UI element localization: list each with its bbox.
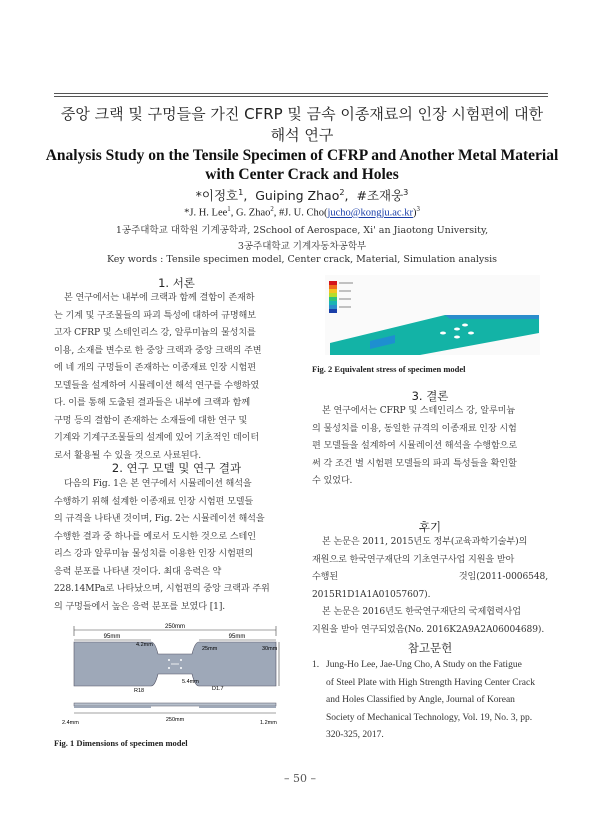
section-heading-ack: 후기 bbox=[418, 520, 442, 534]
dim-radius: R18 bbox=[134, 688, 145, 694]
dim-total-bottom: 250mm bbox=[165, 717, 185, 723]
dim-inner: 25mm bbox=[202, 646, 218, 652]
dim-crack: 4.2mm bbox=[136, 642, 153, 648]
dim-thick-left: 2.4mm bbox=[62, 720, 79, 726]
title-korean-line1: 중앙 크랙 및 구멍들을 가진 CFRP 및 금속 이종재료의 인장 시험편에 대한 bbox=[60, 105, 544, 123]
top-rule-2 bbox=[54, 96, 548, 97]
section-heading-references: 참고문헌 bbox=[407, 641, 453, 655]
specimen-side-view bbox=[74, 703, 276, 706]
authors-korean: *이정호$^1$, Guiping Zhao$^2$, #조재웅$^3$ bbox=[195, 186, 409, 203]
dim-left: 95mm bbox=[103, 634, 121, 640]
figure-1-caption: Fig. 1 Dimensions of specimen model bbox=[54, 738, 188, 748]
reference-item: 1. Jung-Ho Lee, Jae-Ung Cho, A Study on the Fatigue of Steel Plate with High Strength Having Center Crack and Holes Classified by Angle, Journal of Korean Society of Mechanical Technology, Vol. 19, No. 3, pp. 320-325, 2017. bbox=[312, 660, 535, 740]
dim-right: 95mm bbox=[228, 634, 246, 640]
dim-dia: D1.7 bbox=[212, 686, 224, 692]
figure-2-caption: Fig. 2 Equivalent stress of specimen model bbox=[312, 364, 466, 374]
figure-2-stress-plot bbox=[325, 275, 540, 355]
author-email-link[interactable]: jucho@kongju.ac.kr bbox=[327, 207, 413, 219]
conclusion-paragraph: 본 연구에서는 CFRP 및 스테인리스 강, 알루미늄 의 물성치를 이용, 동일한 규격의 이종재료 인장 시험 편 모델들을 설계하여 시뮬레이션 해석을 수행함으로 써 각 조건 별 시험편 모델들의 파괴 특성들을 확인할 수 있었다. bbox=[312, 406, 518, 486]
intro-paragraph: 본 연구에서는 내부에 크랙과 함께 결함이 존재하 는 기계 및 구조물들의 파괴 특성에 대하여 규명해보 고자 CFRP 및 스테인리스 강, 알루미늄의 물성치를 이용, 소재를 변수로 한 중앙 크랙과 중앙 크랙의 주변 에 네 개의 구멍들이 존재하는 이종재료 인장 시험편 모델들을 설계하여 시뮬레이션 해석 연구를 수행하였 다. 이를 통해 도출된 결과들은 내부에 크랙과 함께 구멍 등의 결함이 존재하는 소재들에 대한 연구 및 기계와 기계구조물들의 설계에 있어 기초적인 데이터 로서 활용될 수 있을 것으로 사료된다. bbox=[54, 293, 262, 461]
section-heading-intro: 1. 서론 bbox=[158, 276, 195, 290]
affiliation-line1: 1공주대학교 대학원 기계공학과, 2School of Aerospace, Xi' an Jiaotong University, bbox=[115, 225, 489, 236]
figure-1-specimen-dimensions bbox=[54, 620, 299, 738]
section-heading-conclusion: 3. 결론 bbox=[411, 389, 449, 403]
model-paragraph: 다음의 Fig. 1은 본 연구에서 시뮬레이션 해석을 수행하기 위해 설계한 이종재료 인장 시험편 모델들 의 규격을 나타낸 것이며, Fig. 2는 시뮬레이션 해석을 수행한 결과 중 하나를 예로서 도시한 것으로 스테인 리스 강과 알루미늄 물성치를 이용한 인장 시험편의 응력 분포를 나타낸 것이다. 최대 응력은 약 228.14MPa로 나타났으며, 시험편의 중앙 크랙과 주위 의 구멍들에서 높은 응력 분포를 보였다 [1]. bbox=[54, 479, 270, 612]
dim-width: 30mm bbox=[262, 646, 278, 652]
ack-paragraph: 본 논문은 2011, 2015년도 정부(교육과학기술부)의 재원으로 한국연구재단의 기초연구사업 지원을 받아 수행된 것임(2011-0006548, 2015R1D1A1A01057607). 본 논문은 2016년도 한국연구재단의 국제협력사업 지원을 받아 연구되었음(No. 2016K2A9A2A06004689). bbox=[312, 537, 548, 635]
authors-english: *J. H. Lee$^1$, G. Zhao$^2$, #J. U. Cho(jucho@kongju.ac.kr)$^3$ bbox=[184, 206, 420, 219]
dim-total: 250mm bbox=[164, 624, 186, 630]
page-number: – 50 – bbox=[284, 772, 316, 785]
dim-hole: 5.4mm bbox=[182, 679, 199, 685]
section-heading-model: 2. 연구 모델 및 연구 결과 bbox=[111, 461, 242, 475]
dim-thick-right: 1.2mm bbox=[260, 720, 277, 726]
title-english-line2: with Center Crack and Holes bbox=[205, 166, 399, 183]
affiliation-line2: 3공주대학교 기계자동차공학부 bbox=[237, 241, 367, 252]
keywords: Key words : Tensile specimen model, Center crack, Material, Simulation analysis bbox=[106, 254, 498, 265]
top-rule bbox=[54, 93, 548, 94]
title-korean-line2: 해석 연구 bbox=[270, 126, 334, 144]
title-english-line1: Analysis Study on the Tensile Specimen of CFRP and Another Metal Material bbox=[45, 147, 559, 164]
